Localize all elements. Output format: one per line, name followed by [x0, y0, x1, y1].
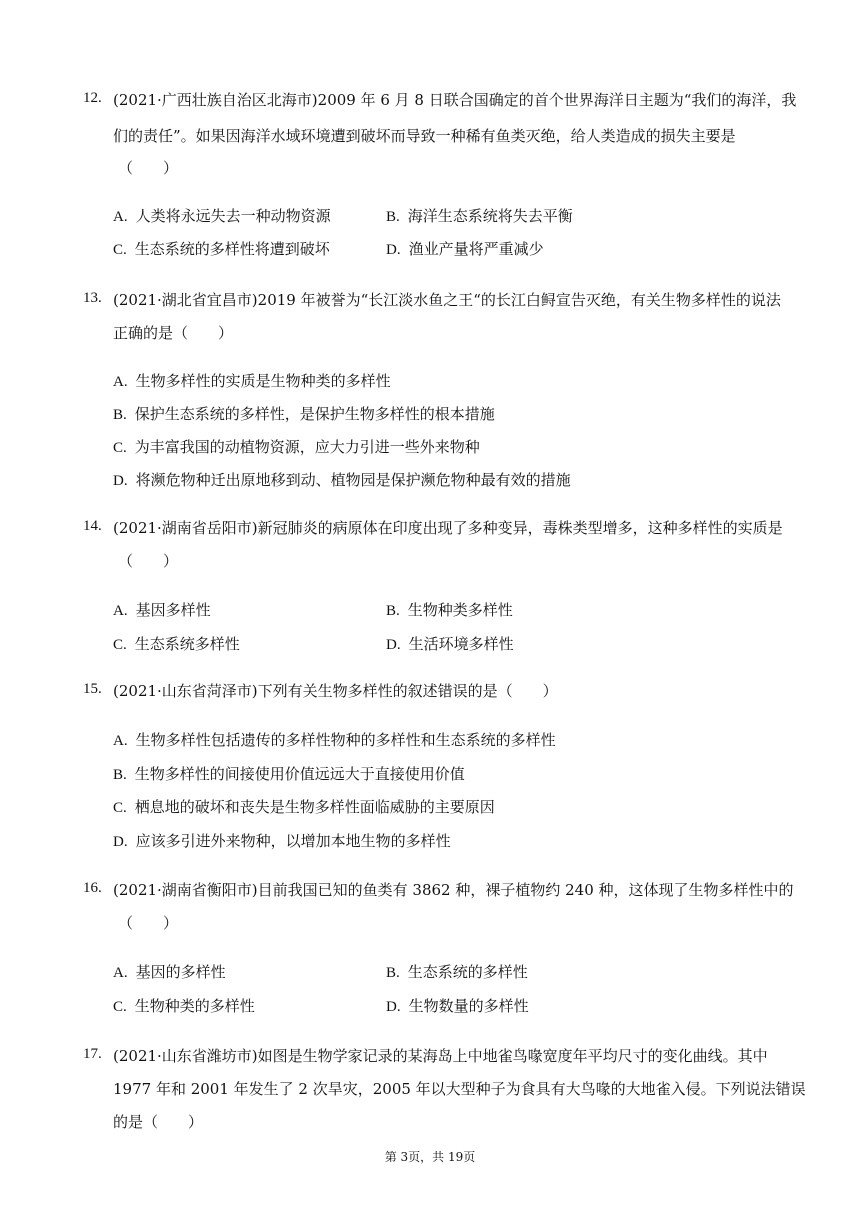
option-c	[113, 437, 480, 458]
question-text-line: (2021·湖南省岳阳市)新冠肺炎的病原体在印度出现了多种变异，毒株类型增多，这种多样性的实质是	[113, 519, 783, 537]
option-a	[113, 962, 226, 983]
option-text: 应该多引进外来物种，以增加本地生物的多样性	[135, 832, 451, 850]
option-c	[113, 797, 495, 818]
question-text-line: (2021·湖南省衡阳市)目前我国已知的鱼类有 3862 种，裸子植物约 240 种，这体现了生物多样性中的	[113, 881, 794, 899]
option-c	[113, 996, 255, 1017]
option-letter: C.	[113, 637, 127, 653]
option-letter: D.	[113, 834, 128, 850]
answer-blank: （ ）	[118, 914, 179, 932]
question-number: 13.	[83, 290, 102, 306]
option-letter: D.	[386, 242, 401, 258]
option-text: 海洋生态系统将失去平衡	[407, 207, 573, 225]
option-letter: B.	[113, 767, 127, 783]
option-letter: C.	[113, 440, 127, 456]
option-a	[113, 371, 391, 392]
answer-blank: （ ）	[118, 552, 179, 570]
option-letter: A.	[113, 374, 128, 390]
option-text: 生活环境多样性	[408, 635, 514, 653]
option-letter: D.	[113, 473, 128, 489]
question-text-line: (2021·山东省菏泽市)下列有关生物多样性的叙述错误的是（ ）	[113, 682, 558, 700]
option-text: 生物种类的多样性	[134, 997, 255, 1015]
option-letter: D.	[386, 637, 401, 653]
question-number: 15.	[83, 681, 102, 697]
option-c	[113, 634, 240, 655]
option-letter: A.	[113, 603, 128, 619]
option-letter: B.	[386, 603, 400, 619]
option-b	[113, 764, 465, 785]
option-text: 生态系统的多样性	[407, 963, 528, 981]
option-letter: C.	[113, 999, 127, 1015]
option-b	[386, 600, 513, 621]
option-b	[113, 404, 495, 425]
question-text-line: (2021·广西壮族自治区北海市)2009 年 6 月 8 日联合国确定的首个世界海洋日主题为“我们的海洋，我	[113, 91, 797, 109]
option-b	[386, 206, 573, 227]
option-text: 基因多样性	[135, 601, 211, 619]
option-c	[113, 239, 330, 260]
question-text-line: 们的责任”。如果因海洋水域环境遭到破坏而导致一种稀有鱼类灭绝，给人类造成的损失主要是	[113, 127, 736, 145]
option-a	[113, 600, 211, 621]
option-letter: B.	[113, 407, 127, 423]
question-number: 14.	[83, 518, 102, 534]
option-text: 生物多样性的间接使用价值远远大于直接使用价值	[134, 765, 465, 783]
option-text: 将濒危物种迁出原地移到动、植物园是保护濒危物种最有效的措施	[135, 471, 571, 489]
option-letter: A.	[113, 209, 128, 225]
option-d	[386, 996, 529, 1017]
question-text-line: (2021·山东省潍坊市)如图是生物学家记录的某海岛上中地雀鸟喙宽度年平均尺寸的变化曲线。其中	[113, 1047, 768, 1065]
option-letter: B.	[386, 209, 400, 225]
option-text: 生态系统的多样性将遭到破坏	[134, 240, 330, 258]
option-a	[113, 206, 331, 227]
option-d	[113, 470, 571, 491]
option-b	[386, 962, 528, 983]
option-d	[386, 634, 514, 655]
answer-blank: （ ）	[118, 159, 179, 177]
question-text-line: 1977 年和 2001 年发生了 2 次旱灾，2005 年以大型种子为食具有大鸟喙的大地雀入侵。下列说法错误	[113, 1080, 806, 1098]
option-letter: A.	[113, 733, 128, 749]
option-letter: C.	[113, 800, 127, 816]
option-d	[113, 831, 451, 852]
option-text: 为丰富我国的动植物资源，应大力引进一些外来物种	[134, 438, 480, 456]
option-text: 生物数量的多样性	[408, 997, 529, 1015]
question-number: 12.	[83, 90, 102, 106]
option-text: 渔业产量将严重减少	[408, 240, 544, 258]
question-number: 17.	[83, 1046, 102, 1062]
option-letter: A.	[113, 965, 128, 981]
option-text: 栖息地的破坏和丧失是生物多样性面临威胁的主要原因	[134, 798, 495, 816]
option-letter: D.	[386, 999, 401, 1015]
option-text: 生态系统多样性	[134, 635, 240, 653]
option-letter: B.	[386, 965, 400, 981]
question-text-line: 正确的是（ ）	[113, 324, 234, 342]
option-text: 生物多样性包括遗传的多样性物种的多样性和生态系统的多样性	[135, 731, 556, 749]
question-text-line: (2021·湖北省宜昌市)2019 年被誉为“长江淡水鱼之王“的长江白鲟宣告灭绝，有关生物多样性的说法	[113, 291, 781, 309]
option-text: 生物种类多样性	[407, 601, 513, 619]
option-d	[386, 239, 544, 260]
option-letter: C.	[113, 242, 127, 258]
option-text: 生物多样性的实质是生物种类的多样性	[135, 372, 391, 390]
page-footer: 第 3页，共 19页	[384, 1150, 476, 1164]
option-a	[113, 730, 556, 751]
option-text: 人类将永远失去一种动物资源	[135, 207, 331, 225]
option-text: 基因的多样性	[135, 963, 226, 981]
option-text: 保护生态系统的多样性，是保护生物多样性的根本措施	[134, 405, 495, 423]
question-text-line: 的是（ ）	[113, 1113, 204, 1131]
question-number: 16.	[83, 880, 102, 896]
